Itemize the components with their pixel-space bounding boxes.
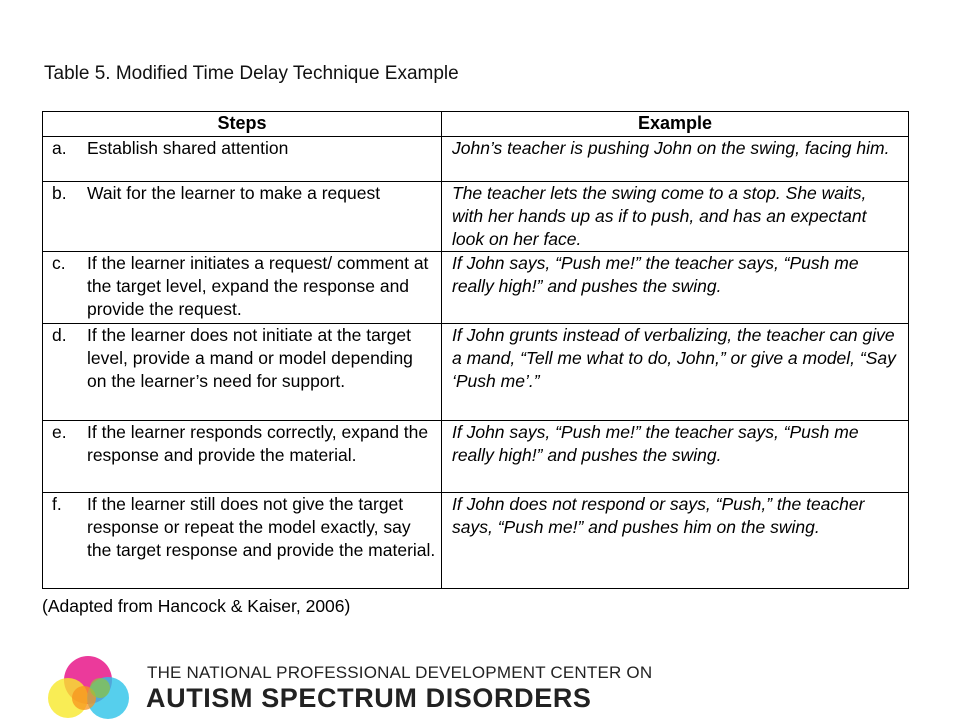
header-steps: Steps <box>43 112 442 137</box>
step-text: If the learner initiates a request/ comment at the target level, expand the response and provide the request. <box>87 253 429 319</box>
example-cell: If John does not respond or says, “Push,” the teacher says, “Push me!” and pushes him on the swing. <box>442 493 909 589</box>
table-row <box>43 137 909 182</box>
citation: (Adapted from Hancock & Kaiser, 2006) <box>42 596 351 616</box>
table-row <box>43 324 909 421</box>
step-letter: a. <box>52 138 67 158</box>
table-row <box>43 421 909 493</box>
org-name-line1: THE NATIONAL PROFESSIONAL DEVELOPMENT CENTER ON <box>147 663 653 682</box>
table-row <box>43 493 909 589</box>
header-example: Example <box>442 112 909 137</box>
step-letter: b. <box>52 183 67 203</box>
org-name-line2: AUTISM SPECTRUM DISORDERS <box>146 683 592 713</box>
technique-table <box>42 111 909 589</box>
table-row <box>43 252 909 324</box>
table-header-row <box>43 112 909 137</box>
step-letter: f. <box>52 494 62 514</box>
step-cell <box>43 182 442 252</box>
step-text: If the learner does not initiate at the target level, provide a mand or model depending on the learner’s need for support. <box>87 325 413 391</box>
step-cell <box>43 252 442 324</box>
step-text: Establish shared attention <box>87 138 289 158</box>
step-letter: e. <box>52 422 67 442</box>
table-row <box>43 182 909 252</box>
step-letter: d. <box>52 325 67 345</box>
example-cell: The teacher lets the swing come to a stop. She waits, with her hands up as if to push, and has an expectant look on her face. <box>442 182 909 252</box>
example-cell: If John grunts instead of verbalizing, the teacher can give a mand, “Tell me what to do, John,” or give a model, “Say ‘Push me’.” <box>442 324 909 421</box>
example-cell: If John says, “Push me!” the teacher says, “Push me really high!” and pushes the swing. <box>442 252 909 324</box>
step-letter: c. <box>52 253 66 273</box>
step-text: If the learner still does not give the target response or repeat the model exactly, say the target response and provide the material. <box>87 494 436 560</box>
table-title: Table 5. Modified Time Delay Technique Example <box>44 63 459 84</box>
step-cell <box>43 493 442 589</box>
example-cell: John’s teacher is pushing John on the swing, facing him. <box>442 137 909 182</box>
step-cell <box>43 421 442 493</box>
step-text: Wait for the learner to make a request <box>87 183 381 203</box>
example-cell: If John says, “Push me!” the teacher says, “Push me really high!” and pushes the swing. <box>442 421 909 493</box>
step-text: If the learner responds correctly, expand the response and provide the material. <box>87 422 429 465</box>
npdc-logo-icon <box>40 654 134 720</box>
step-cell <box>43 137 442 182</box>
step-cell <box>43 324 442 421</box>
